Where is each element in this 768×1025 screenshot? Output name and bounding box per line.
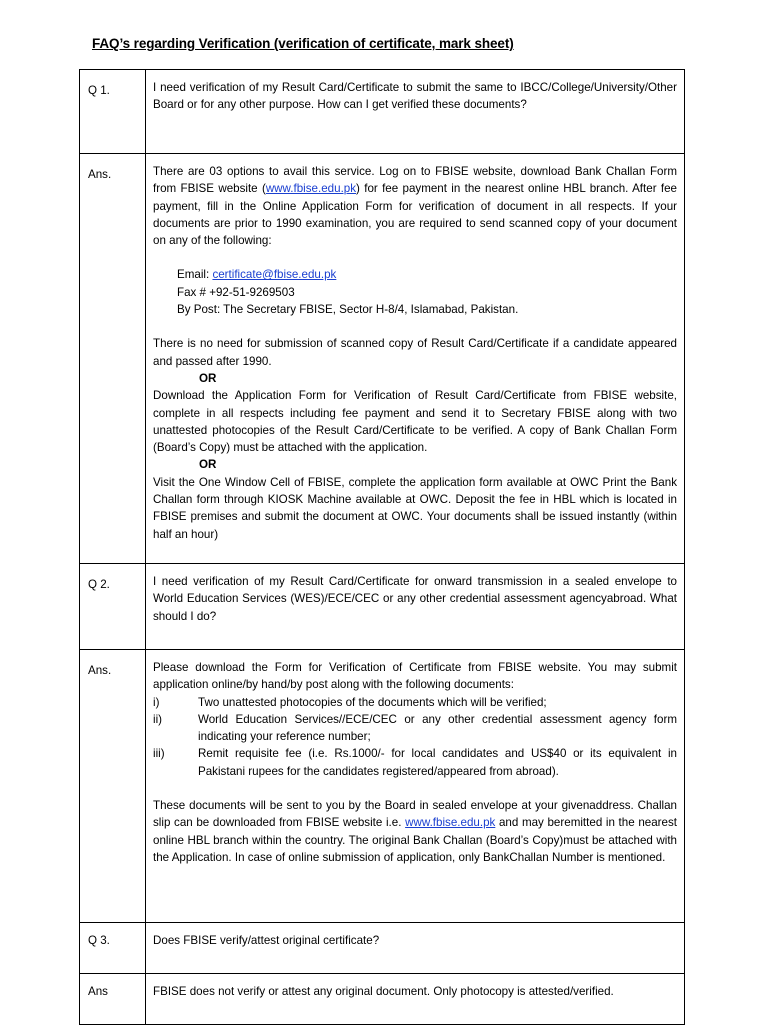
or-separator-2: OR (199, 458, 217, 472)
answer-a1-p1-end: ) for fee payment in the nearest online HBL branch. After fee payment, fill in the Online Application Form for verification of document in all respects. If your documents are prior to 1990 examination, you are required to send scanned copy of your document on any of the following: (153, 182, 677, 248)
faq-table (79, 69, 685, 1025)
answer-a2-paragraph (153, 797, 677, 866)
spacer (153, 780, 677, 797)
answer-label-a3: Ans (80, 974, 146, 1025)
list-item-number: ii) (153, 712, 163, 726)
answer-a3-text: FBISE does not verify or attest any original document. Only photocopy is attested/verified. (153, 985, 614, 998)
spacer (153, 318, 677, 335)
question-text-q3 (146, 923, 685, 974)
answer-a2-intro: Please download the Form for Verification of Certificate from FBISE website. You may submit application online/by hand/by post along with the following documents: (153, 661, 677, 692)
list-item-text: Remit requisite fee (i.e. Rs.1000/- for local candidates and US$40 or its equivalent in Pakistani rupees for the candidates registered/appeared from abroad). (198, 747, 677, 778)
question-q2-text: I need verification of my Result Card/Certificate for onward transmission in a sealed envelope to World Education Services (WES)/ECE/CEC or any other credential assessment agencyabroad. What should I do? (153, 575, 677, 623)
list-item (153, 711, 677, 746)
list-item (153, 694, 677, 711)
answer-text-a2 (146, 650, 685, 923)
answer-a1-paragraph-2: There is no need for submission of scanned copy of Result Card/Certificate if a candidate appeared and passed after 1990. (153, 337, 677, 368)
list-item-number: iii) (153, 747, 165, 761)
faq-row-q1 (80, 70, 685, 154)
answer-label-a1: Ans. (80, 154, 146, 564)
question-label-q3: Q 3. (80, 923, 146, 974)
faq-row-a2 (80, 650, 685, 923)
question-text-q2 (146, 564, 685, 650)
certificate-email-link[interactable]: certificate@fbise.edu.pk (212, 268, 337, 282)
answer-a1-paragraph-3: Download the Application Form for Verification of Result Card/Certificate from FBISE website, complete in all respects including fee payment and send it to Secretary FBISE along with two unattested photocopies of the Result Card/Certificate to be verified. A copy of Bank Challan Form (Board’s Copy) must be attached with the application. (153, 389, 677, 455)
question-q1-text: I need verification of my Result Card/Certificate to submit the same to IBCC/College/University/Other Board or for any other purpose. How can I get verified these documents? (153, 81, 677, 112)
answer-text-a3 (146, 974, 685, 1025)
list-item-text: Two unattested photocopies of the documents which will be verified; (198, 695, 547, 709)
faq-row-q2 (80, 564, 685, 650)
list-item-number: i) (153, 695, 160, 709)
fax-line: Fax # +92-51-9269503 (177, 285, 295, 299)
list-item (153, 745, 677, 780)
answer-a2-p-end: and may beremitted in the nearest online HBL branch within the country. The original Bank Challan (Board’s Copy)must be attached with the Application. In case of online submission of application, only BankChallan Number is mentioned. (153, 816, 677, 864)
answer-label-a2: Ans. (80, 650, 146, 923)
document-title: FAQ’s regarding Verification (verification of certificate, mark sheet) (92, 36, 514, 51)
or-separator-1: OR (199, 371, 217, 385)
question-q3-text: Does FBISE verify/attest original certificate? (153, 934, 380, 947)
answer-a1-p1-start: There are 03 options to avail this service. Log on to FBISE website, download Bank Challan Form from FBISE website ( (153, 165, 677, 196)
fbise-website-link-2[interactable]: www.fbise.edu.pk (405, 816, 496, 830)
question-label-q1: Q 1. (80, 70, 146, 154)
answer-a1-paragraph-4: Visit the One Window Cell of FBISE, complete the application form available at OWC Print the Bank Challan form through KIOSK Machine available at OWC. Deposit the fee in HBL which is located in FBISE premises and submit the document at OWC. Your documents shall be issued instantly (within half an hour) (153, 475, 677, 541)
email-line (153, 266, 677, 283)
fbise-website-link[interactable]: www.fbise.edu.pk (265, 182, 357, 196)
post-line: By Post: The Secretary FBISE, Sector H-8/4, Islamabad, Pakistan. (177, 303, 519, 317)
question-text-q1 (146, 70, 685, 154)
question-label-q2: Q 2. (80, 564, 146, 650)
faq-row-a3 (80, 974, 685, 1025)
faq-row-q3 (80, 923, 685, 974)
answer-a1-paragraph-1 (153, 163, 677, 249)
faq-row-a1 (80, 154, 685, 564)
answer-a2-p-start: These documents will be sent to you by the Board in sealed envelope at your givenaddress. Challan slip can be downloaded from FBISE website i.e. (153, 799, 677, 830)
spacer (153, 249, 677, 266)
answer-text-a1 (146, 154, 685, 564)
email-label: Email: (177, 268, 213, 282)
list-item-text: World Education Services//ECE/CEC or any other credential assessment agency form indicating your reference number; (198, 712, 677, 744)
